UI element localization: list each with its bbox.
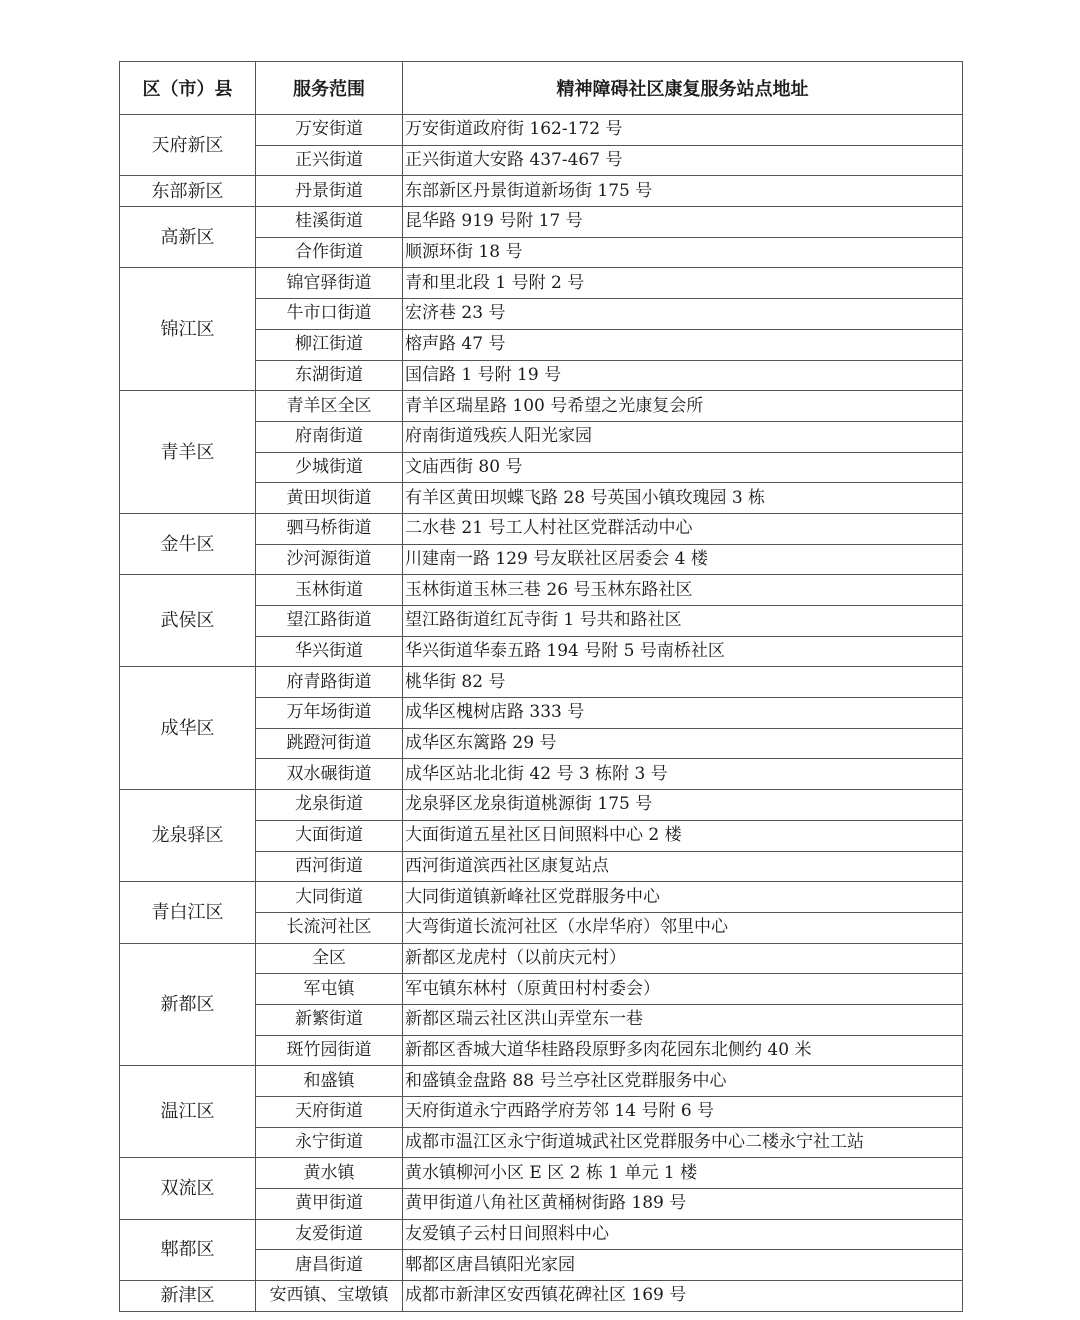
service-scope-cell: 万安街道 (256, 115, 403, 146)
table-row (120, 667, 963, 698)
district-cell: 金牛区 (120, 513, 256, 574)
site-address-cell: 青和里北段 1 号附 2 号 (403, 268, 963, 299)
district-cell: 青白江区 (120, 882, 256, 943)
table-header-row (120, 62, 963, 115)
table-row (120, 1066, 963, 1097)
district-cell: 东部新区 (120, 176, 256, 207)
district-cell: 龙泉驿区 (120, 790, 256, 882)
site-address-cell: 榕声路 47 号 (403, 329, 963, 360)
site-address-cell: 望江路街道红瓦寺街 1 号共和路社区 (403, 606, 963, 637)
service-scope-cell: 和盛镇 (256, 1066, 403, 1097)
district-cell: 锦江区 (120, 268, 256, 391)
site-address-cell: 桃华街 82 号 (403, 667, 963, 698)
district-cell: 成华区 (120, 667, 256, 790)
site-address-cell: 大面街道五星社区日间照料中心 2 楼 (403, 820, 963, 851)
service-scope-cell: 府青路街道 (256, 667, 403, 698)
service-scope-cell: 桂溪街道 (256, 207, 403, 238)
site-address-cell: 军屯镇东林村（原黄田村村委会） (403, 974, 963, 1005)
service-scope-cell: 军屯镇 (256, 974, 403, 1005)
district-cell: 温江区 (120, 1066, 256, 1158)
service-scope-cell: 柳江街道 (256, 329, 403, 360)
site-address-cell: 顺源环街 18 号 (403, 237, 963, 268)
service-scope-cell: 丹景街道 (256, 176, 403, 207)
service-scope-cell: 青羊区全区 (256, 391, 403, 422)
site-address-cell: 大同街道镇新峰社区党群服务中心 (403, 882, 963, 913)
service-scope-cell: 天府街道 (256, 1097, 403, 1128)
service-scope-cell: 双水碾街道 (256, 759, 403, 790)
service-sites-table (119, 61, 963, 1312)
site-address-cell: 川建南一路 129 号友联社区居委会 4 楼 (403, 544, 963, 575)
site-address-cell: 万安街道政府街 162-172 号 (403, 115, 963, 146)
district-cell: 武侯区 (120, 575, 256, 667)
table-row (120, 513, 963, 544)
service-scope-cell: 大同街道 (256, 882, 403, 913)
service-scope-cell: 大面街道 (256, 820, 403, 851)
service-scope-cell: 望江路街道 (256, 606, 403, 637)
site-address-cell: 二水巷 21 号工人村社区党群活动中心 (403, 513, 963, 544)
service-scope-cell: 斑竹园街道 (256, 1035, 403, 1066)
service-scope-cell: 黄甲街道 (256, 1189, 403, 1220)
site-address-cell: 西河街道滨西社区康复站点 (403, 851, 963, 882)
table-row (120, 1281, 963, 1312)
header-site-address: 精神障碍社区康复服务站点地址 (403, 62, 963, 115)
table-body (120, 115, 963, 1312)
district-cell: 郫都区 (120, 1219, 256, 1280)
service-scope-cell: 全区 (256, 943, 403, 974)
table-row (120, 575, 963, 606)
site-address-cell: 玉林街道玉林三巷 26 号玉林东路社区 (403, 575, 963, 606)
site-address-cell: 成都市温江区永宁街道城武社区党群服务中心二楼永宁社工站 (403, 1127, 963, 1158)
site-address-cell: 府南街道残疾人阳光家园 (403, 421, 963, 452)
service-scope-cell: 长流河社区 (256, 912, 403, 943)
table-row (120, 268, 963, 299)
table-row (120, 207, 963, 238)
table-row (120, 790, 963, 821)
service-scope-cell: 唐昌街道 (256, 1250, 403, 1281)
table-row (120, 1219, 963, 1250)
site-address-cell: 新都区龙虎村（以前庆元村） (403, 943, 963, 974)
district-cell: 高新区 (120, 207, 256, 268)
service-sites-table-container (119, 61, 962, 1312)
service-scope-cell: 牛市口街道 (256, 299, 403, 330)
site-address-cell: 新都区瑞云社区洪山弄堂东一巷 (403, 1004, 963, 1035)
site-address-cell: 昆华路 919 号附 17 号 (403, 207, 963, 238)
site-address-cell: 友爱镇子云村日间照料中心 (403, 1219, 963, 1250)
site-address-cell: 郫都区唐昌镇阳光家园 (403, 1250, 963, 1281)
service-scope-cell: 东湖街道 (256, 360, 403, 391)
site-address-cell: 和盛镇金盘路 88 号兰亭社区党群服务中心 (403, 1066, 963, 1097)
site-address-cell: 龙泉驿区龙泉街道桃源街 175 号 (403, 790, 963, 821)
service-scope-cell: 友爱街道 (256, 1219, 403, 1250)
table-row (120, 882, 963, 913)
district-cell: 天府新区 (120, 115, 256, 176)
site-address-cell: 成都市新津区安西镇花碑社区 169 号 (403, 1281, 963, 1312)
table-row (120, 943, 963, 974)
service-scope-cell: 驷马桥街道 (256, 513, 403, 544)
site-address-cell: 新都区香城大道华桂路段原野多肉花园东北侧约 40 米 (403, 1035, 963, 1066)
district-cell: 青羊区 (120, 391, 256, 514)
district-cell: 新津区 (120, 1281, 256, 1312)
service-scope-cell: 黄水镇 (256, 1158, 403, 1189)
table-row (120, 176, 963, 207)
service-scope-cell: 正兴街道 (256, 145, 403, 176)
district-cell: 双流区 (120, 1158, 256, 1219)
site-address-cell: 宏济巷 23 号 (403, 299, 963, 330)
header-district: 区（市）县 (120, 62, 256, 115)
service-scope-cell: 西河街道 (256, 851, 403, 882)
service-scope-cell: 府南街道 (256, 421, 403, 452)
service-scope-cell: 黄田坝街道 (256, 483, 403, 514)
service-scope-cell: 新繁街道 (256, 1004, 403, 1035)
site-address-cell: 黄水镇柳河小区 E 区 2 栋 1 单元 1 楼 (403, 1158, 963, 1189)
table-row (120, 391, 963, 422)
site-address-cell: 正兴街道大安路 437-467 号 (403, 145, 963, 176)
site-address-cell: 青羊区瑞星路 100 号希望之光康复会所 (403, 391, 963, 422)
table-row (120, 1158, 963, 1189)
site-address-cell: 天府街道永宁西路学府芳邻 14 号附 6 号 (403, 1097, 963, 1128)
service-scope-cell: 华兴街道 (256, 636, 403, 667)
site-address-cell: 成华区槐树店路 333 号 (403, 698, 963, 729)
site-address-cell: 成华区站北北街 42 号 3 栋附 3 号 (403, 759, 963, 790)
site-address-cell: 国信路 1 号附 19 号 (403, 360, 963, 391)
header-service-scope: 服务范围 (256, 62, 403, 115)
site-address-cell: 黄甲街道八角社区黄桶树街路 189 号 (403, 1189, 963, 1220)
service-scope-cell: 少城街道 (256, 452, 403, 483)
service-scope-cell: 沙河源街道 (256, 544, 403, 575)
table-row (120, 115, 963, 146)
service-scope-cell: 玉林街道 (256, 575, 403, 606)
service-scope-cell: 万年场街道 (256, 698, 403, 729)
service-scope-cell: 安西镇、宝墩镇 (256, 1281, 403, 1312)
service-scope-cell: 永宁街道 (256, 1127, 403, 1158)
site-address-cell: 大弯街道长流河社区（水岸华府）邻里中心 (403, 912, 963, 943)
service-scope-cell: 龙泉街道 (256, 790, 403, 821)
service-scope-cell: 合作街道 (256, 237, 403, 268)
site-address-cell: 成华区东篱路 29 号 (403, 728, 963, 759)
service-scope-cell: 锦官驿街道 (256, 268, 403, 299)
district-cell: 新都区 (120, 943, 256, 1066)
site-address-cell: 有羊区黄田坝蝶飞路 28 号英国小镇玫瑰园 3 栋 (403, 483, 963, 514)
site-address-cell: 东部新区丹景街道新场街 175 号 (403, 176, 963, 207)
site-address-cell: 华兴街道华泰五路 194 号附 5 号南桥社区 (403, 636, 963, 667)
service-scope-cell: 跳蹬河街道 (256, 728, 403, 759)
site-address-cell: 文庙西街 80 号 (403, 452, 963, 483)
